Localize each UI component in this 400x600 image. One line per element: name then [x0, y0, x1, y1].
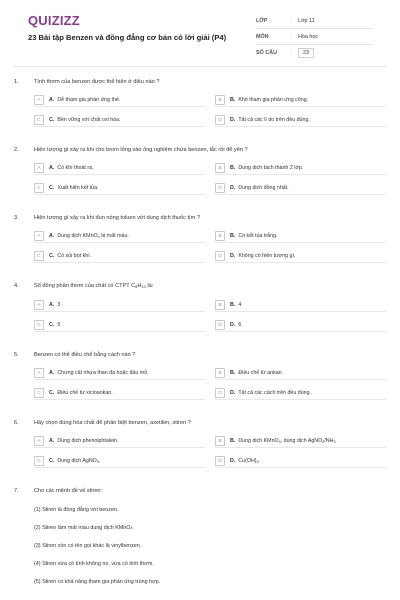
option-key: C. — [49, 253, 55, 259]
statement-item: (1) Stiren là đồng đẳng với benzen. — [34, 507, 119, 513]
quizizz-logo[interactable]: QUIZIZZ — [28, 13, 80, 28]
option-text: Không có hiện tượng gì. — [238, 253, 296, 259]
option-a[interactable] — [34, 299, 205, 312]
question-1 — [14, 78, 386, 127]
meta-table — [256, 13, 372, 60]
question-7 — [14, 487, 386, 591]
option-letter-badge: D — [215, 388, 225, 398]
question-number: 4. — [14, 283, 19, 289]
question-number: 1. — [14, 79, 19, 85]
option-letter-badge: A — [34, 163, 44, 173]
options-grid — [34, 162, 386, 195]
option-d[interactable] — [215, 387, 386, 400]
option-text: Khó tham gia phản ứng cộng. — [238, 97, 309, 103]
option-key: D. — [230, 185, 236, 191]
options-grid — [34, 94, 386, 127]
question-4 — [14, 282, 386, 332]
option-text: Dung dịch KMnO$_4$ bị mất màu. — [57, 233, 129, 239]
option-a[interactable] — [34, 435, 205, 448]
option-letter-badge: B — [215, 95, 225, 105]
option-key: C. — [49, 117, 55, 123]
statement-item: (2) Stiren làm mất màu dung dịch KMnO 4 — [34, 525, 133, 531]
question-5 — [14, 351, 386, 400]
options-grid — [34, 435, 386, 468]
option-letter-badge: B — [215, 368, 225, 378]
option-d[interactable] — [215, 182, 386, 195]
option-key: C. — [49, 458, 55, 464]
option-key: A. — [49, 233, 55, 239]
option-a[interactable] — [34, 94, 205, 107]
question-2 — [14, 146, 386, 195]
meta-label: SỐ CÂU — [256, 49, 277, 56]
option-text: Chưng cất nhựa than đá hoặc dầu mỏ. — [57, 370, 149, 376]
option-text: Dung dịch AgNO$_3$. — [57, 458, 101, 464]
option-c[interactable] — [34, 387, 205, 400]
option-d[interactable] — [215, 250, 386, 263]
option-key: D. — [230, 253, 236, 259]
question-text: Cho các mệnh đề về stiren: — [34, 488, 103, 494]
option-a[interactable] — [34, 162, 205, 175]
question-list — [14, 78, 386, 591]
question-line — [14, 487, 386, 495]
option-text: Điều chế từ xicloankan. — [57, 390, 113, 396]
option-key: B. — [230, 370, 236, 376]
option-letter-badge: B — [215, 163, 225, 173]
question-3 — [14, 214, 386, 263]
option-text: Có khí thoát ra. — [57, 165, 94, 171]
option-key: C. — [49, 185, 55, 191]
option-c[interactable] — [34, 319, 205, 332]
meta-row-subject: MÔN : Hóa học — [256, 29, 372, 45]
meta-value: Lớp 11 — [298, 17, 315, 24]
statement-item: (3) Stiren còn có tên gọi khác là vinylbenzen. — [34, 543, 142, 549]
options-grid — [34, 299, 386, 332]
option-d[interactable] — [215, 114, 386, 127]
question-number: 6. — [14, 420, 19, 426]
statement-list — [34, 501, 386, 591]
option-key: B. — [230, 302, 236, 308]
question-text: Benzen có thể điều chế bằng cách nào ? — [34, 352, 136, 358]
option-b[interactable] — [215, 162, 386, 175]
option-text: 5 — [57, 322, 61, 328]
option-b[interactable] — [215, 367, 386, 380]
option-letter-badge: B — [215, 231, 225, 241]
option-letter-badge: A — [34, 95, 44, 105]
question-text: Số đồng phân thơm của chất có CTPT $C_8H_{10}$ là: — [34, 283, 154, 289]
option-key: A. — [49, 370, 55, 376]
question-number: 3. — [14, 215, 19, 221]
option-key: B. — [230, 233, 236, 239]
option-text: Điều chế từ ankan. — [238, 370, 284, 376]
option-key: D. — [230, 322, 236, 328]
header — [14, 0, 386, 62]
options-grid — [34, 230, 386, 263]
option-letter-badge: A — [34, 231, 44, 241]
option-key: B. — [230, 165, 236, 171]
option-a[interactable] — [34, 367, 205, 380]
meta-label: LỚP — [256, 17, 268, 24]
option-letter-badge: D — [215, 251, 225, 261]
option-letter-badge: D — [215, 115, 225, 125]
question-text: Hãy chọn đúng hóa chất để phân biệt benzen, axetilen, stiren ? — [34, 420, 191, 426]
meta-label: MÔN — [256, 33, 269, 40]
option-text: Xuất hiện kết tủa. — [57, 185, 99, 191]
option-letter-badge: C — [34, 388, 44, 398]
option-text: Tất cả các cách trên đều đúng. — [238, 390, 312, 396]
option-text: Dung dịch phenolphtalein. — [57, 438, 119, 444]
meta-row-grade: LỚP : Lớp 11 — [256, 13, 372, 29]
option-letter-badge: C — [34, 320, 44, 330]
option-letter-badge: D — [215, 183, 225, 193]
document-title: 23 Bài tập Benzen và đồng đẳng cơ bản có lời giải (P4) — [28, 33, 227, 42]
option-text: $Cu(OH)_2$. — [238, 458, 261, 464]
option-text: Có sủi bọt khí. — [57, 253, 92, 259]
option-text: Dễ tham gia phản ứng thế. — [57, 97, 121, 103]
header-divider — [14, 66, 386, 67]
option-c[interactable] — [34, 182, 205, 195]
question-number: 7. — [14, 488, 19, 494]
option-c[interactable] — [34, 250, 205, 263]
option-key: D. — [230, 458, 236, 464]
option-d[interactable] — [215, 319, 386, 332]
question-line — [14, 214, 386, 222]
question-text: Hiện tượng gì xảy ra khi cho brom lỏng vào ống nghiệm chứa benzen, lắc rồi để yên ? — [34, 147, 248, 153]
question-line — [14, 419, 386, 427]
meta-value: Hóa học — [298, 33, 319, 40]
option-key: B. — [230, 97, 236, 103]
question-line — [14, 146, 386, 154]
question-text: Hiện tượng gì xảy ra khi đun nóng toluen với dung dịch thuốc tím ? — [34, 215, 200, 221]
option-key: A. — [49, 302, 55, 308]
option-text: Dung dịch KMnO$_4$, dung dịch $AgNO_3/NH_3$ — [238, 438, 336, 444]
option-letter-badge: B — [215, 300, 225, 310]
option-b[interactable] — [215, 299, 386, 312]
option-d[interactable] — [215, 455, 386, 468]
option-letter-badge: D — [215, 456, 225, 466]
option-c[interactable] — [34, 114, 205, 127]
option-letter-badge: B — [215, 436, 225, 446]
question-line — [14, 282, 386, 291]
option-letter-badge: C — [34, 251, 44, 261]
meta-row-count: SỐ CÂU : 23 — [256, 45, 372, 60]
option-text: Tất cả các lí do trên đều đúng. — [238, 117, 310, 123]
option-letter-badge: A — [34, 436, 44, 446]
option-key: C. — [49, 390, 55, 396]
question-number: 5. — [14, 352, 19, 358]
question-line — [14, 78, 386, 86]
question-text: Tính thơm của benzen được thể hiện ở điều nào ? — [34, 79, 160, 85]
option-letter-badge: C — [34, 115, 44, 125]
option-letter-badge: A — [34, 368, 44, 378]
question-number: 2. — [14, 147, 19, 153]
statement-item: (4) Stiren vừa có tính không no, vừa có tính thơm. — [34, 561, 154, 567]
question-line — [14, 351, 386, 359]
option-text: Bền vững với chất oxi hóa. — [57, 117, 121, 123]
option-letter-badge: C — [34, 456, 44, 466]
options-grid — [34, 367, 386, 400]
option-key: C. — [49, 322, 55, 328]
option-key: D. — [230, 117, 236, 123]
meta-value: 23 — [298, 48, 314, 58]
option-text: Dung dịch tách thành 2 lớp. — [238, 165, 304, 171]
option-b[interactable] — [215, 94, 386, 107]
option-key: A. — [49, 97, 55, 103]
option-letter-badge: A — [34, 300, 44, 310]
option-key: A. — [49, 438, 55, 444]
option-key: B. — [230, 438, 236, 444]
option-c[interactable] — [34, 455, 205, 468]
option-text: 3 — [57, 302, 61, 308]
option-text: Có kết tủa trắng. — [238, 233, 278, 239]
question-6 — [14, 419, 386, 468]
option-key: D. — [230, 390, 236, 396]
option-letter-badge: D — [215, 320, 225, 330]
option-letter-badge: C — [34, 183, 44, 193]
statement-item: (5) Stiren có khả năng tham gia phản ứng trùng hợp. — [34, 579, 161, 585]
option-b[interactable] — [215, 435, 386, 448]
option-b[interactable] — [215, 230, 386, 243]
option-text: 4 — [238, 302, 242, 308]
option-a[interactable] — [34, 230, 205, 243]
option-text: Dung dịch đồng nhất. — [238, 185, 289, 191]
option-text: 6 — [238, 322, 242, 328]
option-key: A. — [49, 165, 55, 171]
